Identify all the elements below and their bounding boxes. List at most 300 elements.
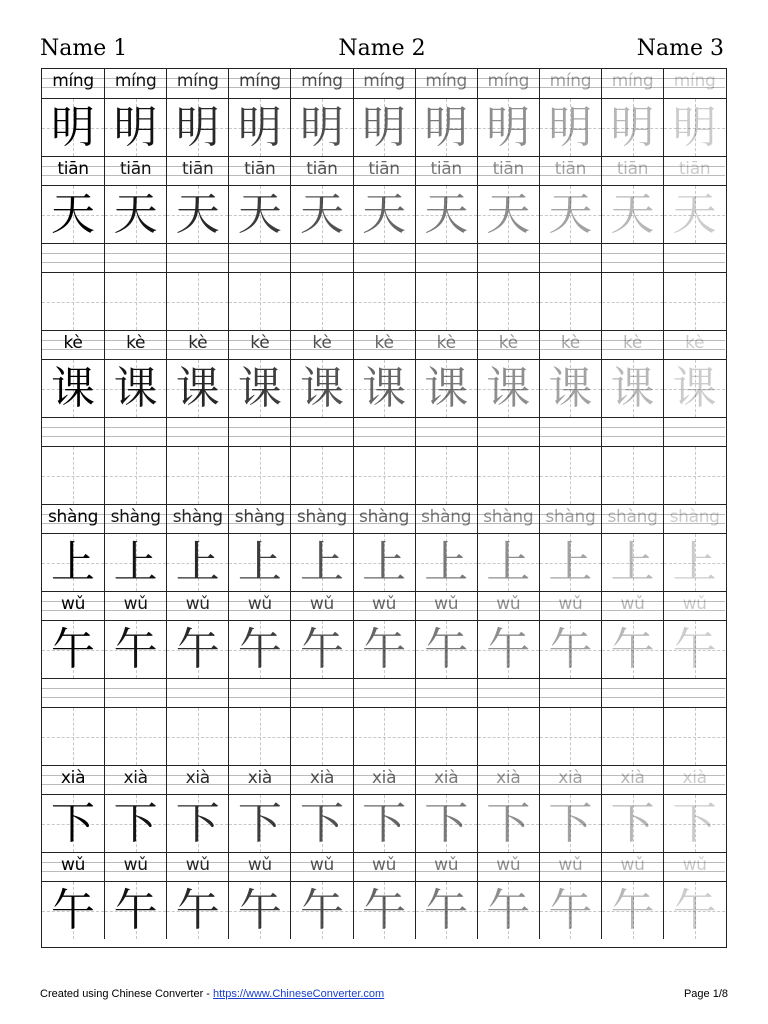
hanzi-row	[42, 185, 726, 243]
hanzi-cell	[663, 795, 725, 852]
hanzi-character: 上	[610, 536, 655, 588]
pinyin-text: kè	[188, 332, 208, 353]
hanzi-cell	[415, 621, 477, 678]
pinyin-text: xià	[60, 767, 86, 788]
pinyin-cell	[228, 766, 290, 794]
hanzi-cell	[539, 795, 601, 852]
hanzi-cell	[539, 360, 601, 417]
hanzi-cell	[477, 99, 539, 156]
pinyin-text: wǔ	[682, 593, 707, 614]
hanzi-row	[42, 533, 726, 591]
pinyin-cell	[415, 853, 477, 881]
hanzi-cell	[166, 882, 228, 939]
hanzi-cell	[353, 621, 415, 678]
hanzi-cell	[353, 534, 415, 591]
pinyin-cell	[228, 505, 290, 533]
hanzi-cell	[415, 360, 477, 417]
pinyin-cell	[166, 244, 228, 272]
hanzi-cell	[539, 882, 601, 939]
hanzi-cell	[477, 795, 539, 852]
pinyin-text: xià	[247, 767, 273, 788]
hanzi-character: 下	[424, 797, 469, 849]
hanzi-cell	[601, 360, 663, 417]
hanzi-character: 天	[299, 188, 344, 240]
pinyin-cell	[601, 244, 663, 272]
hanzi-character: 明	[299, 101, 344, 153]
hanzi-row	[42, 707, 726, 765]
pinyin-cell	[477, 331, 539, 359]
pinyin-cell	[166, 418, 228, 446]
pinyin-text: xià	[309, 767, 335, 788]
pinyin-cell	[601, 157, 663, 185]
hanzi-cell	[228, 795, 290, 852]
pinyin-cell	[353, 505, 415, 533]
hanzi-character: 课	[113, 362, 158, 414]
hanzi-character: 明	[362, 101, 407, 153]
hanzi-cell	[104, 447, 166, 504]
pinyin-text: wǔ	[61, 854, 86, 875]
hanzi-cell	[663, 534, 725, 591]
pinyin-text: xià	[434, 767, 459, 788]
hanzi-cell	[42, 447, 104, 504]
pinyin-cell	[290, 244, 352, 272]
pinyin-text: shàng	[110, 506, 161, 527]
hanzi-cell	[104, 795, 166, 852]
hanzi-character: 明	[175, 101, 220, 153]
hanzi-character: 课	[672, 362, 717, 414]
pinyin-cell	[104, 592, 166, 620]
pinyin-text: kè	[622, 332, 643, 353]
pinyin-text: tiān	[554, 158, 587, 179]
hanzi-character: 午	[610, 623, 655, 675]
name-2-label: Name 2	[338, 36, 426, 61]
hanzi-cell	[228, 99, 290, 156]
pinyin-cell	[353, 331, 415, 359]
pinyin-text: wǔ	[61, 593, 86, 614]
hanzi-cell	[353, 882, 415, 939]
pinyin-cell	[663, 592, 725, 620]
pinyin-text: wǔ	[558, 593, 583, 614]
pinyin-cell	[104, 418, 166, 446]
hanzi-cell	[290, 273, 352, 330]
hanzi-character: 上	[362, 536, 407, 588]
pinyin-cell	[663, 505, 725, 533]
hanzi-cell	[539, 534, 601, 591]
hanzi-cell	[539, 186, 601, 243]
pinyin-text: wǔ	[247, 854, 272, 875]
pinyin-cell	[663, 853, 725, 881]
pinyin-cell	[601, 853, 663, 881]
pinyin-row	[42, 417, 726, 446]
hanzi-cell	[104, 360, 166, 417]
pinyin-text: xià	[185, 767, 210, 788]
hanzi-character: 课	[362, 362, 407, 414]
pinyin-cell	[42, 157, 104, 185]
hanzi-cell	[42, 360, 104, 417]
hanzi-character: 上	[672, 536, 717, 588]
hanzi-cell	[477, 534, 539, 591]
hanzi-character: 午	[362, 884, 407, 936]
hanzi-cell	[353, 99, 415, 156]
hanzi-row	[42, 620, 726, 678]
pinyin-text: míng	[52, 71, 94, 91]
hanzi-cell	[601, 534, 663, 591]
hanzi-cell	[104, 621, 166, 678]
hanzi-character: 下	[113, 797, 158, 849]
hanzi-cell	[663, 708, 725, 765]
pinyin-cell	[601, 331, 663, 359]
pinyin-cell	[104, 505, 166, 533]
pinyin-text: míng	[425, 71, 468, 91]
hanzi-cell	[228, 708, 290, 765]
pinyin-cell	[663, 418, 725, 446]
pinyin-text: tiān	[244, 158, 276, 179]
hanzi-cell	[353, 186, 415, 243]
pinyin-cell	[415, 418, 477, 446]
hanzi-cell	[353, 795, 415, 852]
pinyin-cell	[415, 331, 477, 359]
pinyin-cell	[228, 69, 290, 98]
pinyin-cell	[353, 244, 415, 272]
pinyin-text: kè	[436, 332, 456, 353]
hanzi-character: 下	[548, 797, 593, 849]
hanzi-cell	[539, 708, 601, 765]
pinyin-text: tiān	[57, 158, 89, 179]
hanzi-character: 上	[424, 536, 469, 588]
pinyin-cell	[353, 679, 415, 707]
hanzi-row	[42, 794, 726, 852]
hanzi-cell	[228, 534, 290, 591]
pinyin-text: wǔ	[372, 593, 397, 614]
hanzi-cell	[601, 621, 663, 678]
pinyin-cell	[290, 505, 352, 533]
pinyin-row	[42, 243, 726, 272]
hanzi-character: 天	[51, 188, 96, 240]
pinyin-cell	[166, 69, 228, 98]
pinyin-cell	[353, 592, 415, 620]
hanzi-character: 明	[113, 101, 158, 153]
hanzi-character: 午	[548, 884, 593, 936]
hanzi-cell	[477, 882, 539, 939]
pinyin-text: kè	[685, 332, 705, 353]
pinyin-cell	[42, 69, 104, 98]
hanzi-character: 午	[113, 623, 158, 675]
hanzi-row	[42, 446, 726, 504]
hanzi-character: 课	[486, 362, 531, 414]
pinyin-row	[42, 156, 726, 185]
pinyin-cell	[228, 157, 290, 185]
hanzi-cell	[353, 273, 415, 330]
pinyin-cell	[228, 244, 290, 272]
pinyin-text: tiān	[616, 158, 649, 179]
hanzi-cell	[539, 99, 601, 156]
pinyin-cell	[539, 853, 601, 881]
pinyin-text: wǔ	[434, 854, 459, 875]
hanzi-cell	[228, 882, 290, 939]
hanzi-character: 明	[424, 101, 469, 153]
pinyin-cell	[539, 592, 601, 620]
pinyin-cell	[290, 69, 352, 98]
pinyin-text: xià	[620, 767, 645, 788]
hanzi-cell	[290, 186, 352, 243]
practice-grid	[41, 68, 727, 948]
hanzi-cell	[228, 360, 290, 417]
hanzi-cell	[477, 708, 539, 765]
hanzi-cell	[663, 621, 725, 678]
hanzi-cell	[415, 795, 477, 852]
pinyin-cell	[353, 853, 415, 881]
hanzi-character: 午	[486, 884, 531, 936]
name-1-label: Name 1	[40, 36, 128, 61]
pinyin-cell	[415, 69, 477, 98]
hanzi-character: 上	[237, 536, 282, 588]
hanzi-cell	[166, 186, 228, 243]
pinyin-cell	[539, 244, 601, 272]
pinyin-text: wǔ	[682, 854, 707, 875]
pinyin-cell	[539, 505, 601, 533]
hanzi-character: 天	[610, 188, 655, 240]
pinyin-text: tiān	[368, 158, 400, 179]
pinyin-cell	[42, 766, 104, 794]
hanzi-character: 天	[175, 188, 220, 240]
pinyin-cell	[601, 679, 663, 707]
pinyin-text: kè	[63, 332, 83, 353]
hanzi-cell	[42, 186, 104, 243]
hanzi-cell	[601, 99, 663, 156]
hanzi-cell	[601, 708, 663, 765]
pinyin-text: wǔ	[620, 593, 645, 614]
pinyin-cell	[104, 679, 166, 707]
hanzi-character: 明	[237, 101, 282, 153]
pinyin-cell	[42, 592, 104, 620]
hanzi-cell	[42, 795, 104, 852]
pinyin-cell	[290, 853, 352, 881]
pinyin-cell	[601, 505, 663, 533]
hanzi-cell	[663, 882, 725, 939]
hanzi-cell	[477, 273, 539, 330]
pinyin-text: tiān	[678, 158, 711, 179]
pinyin-text: wǔ	[496, 854, 521, 875]
hanzi-character: 午	[113, 884, 158, 936]
pinyin-row	[42, 330, 726, 359]
pinyin-text: xià	[123, 767, 148, 788]
pinyin-text: shàng	[47, 506, 99, 527]
pinyin-cell	[477, 679, 539, 707]
hanzi-cell	[663, 186, 725, 243]
pinyin-cell	[166, 766, 228, 794]
pinyin-text: wǔ	[496, 593, 521, 614]
pinyin-text: wǔ	[309, 854, 335, 875]
hanzi-character: 天	[362, 188, 407, 240]
pinyin-cell	[104, 853, 166, 881]
pinyin-cell	[539, 679, 601, 707]
hanzi-character: 上	[175, 536, 220, 588]
hanzi-character: 课	[237, 362, 282, 414]
hanzi-character: 明	[51, 101, 96, 153]
pinyin-text: míng	[363, 71, 405, 91]
pinyin-text: tiān	[492, 158, 524, 179]
pinyin-cell	[42, 418, 104, 446]
pinyin-cell	[477, 418, 539, 446]
pinyin-text: tiān	[182, 158, 214, 179]
hanzi-character: 午	[424, 623, 469, 675]
pinyin-text: shàng	[234, 506, 285, 527]
hanzi-character: 上	[299, 536, 344, 588]
hanzi-character: 下	[299, 797, 344, 849]
hanzi-character: 明	[486, 101, 531, 153]
footer-created-text: Created using Chinese Converter -	[40, 988, 214, 1000]
hanzi-cell	[166, 273, 228, 330]
pinyin-cell	[104, 766, 166, 794]
pinyin-text: wǔ	[123, 854, 148, 875]
pinyin-cell	[166, 592, 228, 620]
pinyin-cell	[42, 331, 104, 359]
pinyin-text: kè	[126, 332, 146, 353]
hanzi-cell	[104, 882, 166, 939]
pinyin-cell	[166, 505, 228, 533]
hanzi-character: 课	[299, 362, 344, 414]
pinyin-text: míng	[301, 71, 343, 91]
pinyin-cell	[104, 157, 166, 185]
pinyin-cell	[415, 679, 477, 707]
hanzi-character: 天	[113, 188, 158, 240]
pinyin-cell	[104, 244, 166, 272]
hanzi-row	[42, 272, 726, 330]
pinyin-cell	[477, 505, 539, 533]
pinyin-text: wǔ	[185, 854, 210, 875]
hanzi-cell	[290, 99, 352, 156]
pinyin-cell	[42, 679, 104, 707]
pinyin-text: xià	[682, 767, 707, 788]
pinyin-cell	[663, 244, 725, 272]
pinyin-cell	[601, 418, 663, 446]
hanzi-cell	[104, 708, 166, 765]
pinyin-text: wǔ	[123, 593, 148, 614]
pinyin-text: tiān	[306, 158, 338, 179]
hanzi-character: 课	[51, 362, 96, 414]
hanzi-character: 午	[362, 623, 407, 675]
page-number: Page 1/8	[683, 988, 728, 1000]
pinyin-cell	[663, 766, 725, 794]
pinyin-cell	[477, 69, 539, 98]
hanzi-cell	[415, 273, 477, 330]
hanzi-cell	[228, 447, 290, 504]
hanzi-cell	[228, 186, 290, 243]
hanzi-cell	[601, 447, 663, 504]
hanzi-cell	[42, 534, 104, 591]
pinyin-text: shàng	[421, 506, 472, 527]
pinyin-text: xià	[371, 767, 397, 788]
hanzi-cell	[166, 447, 228, 504]
hanzi-character: 明	[672, 101, 717, 153]
hanzi-cell	[539, 447, 601, 504]
hanzi-cell	[166, 534, 228, 591]
hanzi-cell	[228, 621, 290, 678]
hanzi-character: 午	[672, 623, 717, 675]
pinyin-text: wǔ	[185, 593, 210, 614]
pinyin-text: wǔ	[309, 593, 335, 614]
pinyin-cell	[477, 592, 539, 620]
hanzi-cell	[104, 273, 166, 330]
hanzi-character: 午	[237, 623, 282, 675]
pinyin-text: míng	[239, 71, 281, 91]
hanzi-cell	[42, 273, 104, 330]
pinyin-cell	[228, 592, 290, 620]
pinyin-text: kè	[250, 332, 270, 353]
pinyin-text: kè	[374, 332, 394, 353]
hanzi-cell	[353, 447, 415, 504]
hanzi-character: 午	[548, 623, 593, 675]
pinyin-text: shàng	[669, 506, 720, 527]
hanzi-cell	[353, 708, 415, 765]
hanzi-cell	[42, 621, 104, 678]
pinyin-text: kè	[312, 332, 332, 353]
pinyin-text: kè	[560, 332, 580, 353]
hanzi-character: 午	[299, 623, 344, 675]
hanzi-cell	[663, 447, 725, 504]
hanzi-character: 下	[237, 797, 282, 849]
hanzi-cell	[290, 534, 352, 591]
hanzi-cell	[663, 273, 725, 330]
converter-link[interactable]: https://www.ChineseConverter.com	[213, 988, 385, 1000]
hanzi-character: 下	[362, 797, 407, 849]
worksheet-header	[40, 36, 724, 68]
pinyin-cell	[166, 331, 228, 359]
pinyin-cell	[663, 679, 725, 707]
hanzi-character: 午	[175, 884, 220, 936]
pinyin-text: shàng	[545, 506, 596, 527]
pinyin-cell	[290, 679, 352, 707]
hanzi-cell	[415, 708, 477, 765]
name-3-label: Name 3	[636, 36, 724, 61]
pinyin-text: shàng	[172, 506, 223, 527]
hanzi-character: 午	[672, 884, 717, 936]
hanzi-character: 课	[548, 362, 593, 414]
pinyin-cell	[353, 157, 415, 185]
pinyin-cell	[415, 244, 477, 272]
pinyin-cell	[539, 331, 601, 359]
hanzi-character: 下	[51, 797, 96, 849]
pinyin-cell	[228, 418, 290, 446]
pinyin-cell	[353, 69, 415, 98]
hanzi-cell	[539, 621, 601, 678]
pinyin-cell	[42, 244, 104, 272]
pinyin-text: wǔ	[620, 854, 645, 875]
pinyin-text: xià	[496, 767, 521, 788]
pinyin-cell	[42, 853, 104, 881]
pinyin-row	[42, 504, 726, 533]
pinyin-row	[42, 69, 726, 98]
pinyin-cell	[415, 157, 477, 185]
hanzi-character: 天	[486, 188, 531, 240]
hanzi-cell	[477, 360, 539, 417]
hanzi-character: 课	[175, 362, 220, 414]
hanzi-character: 上	[486, 536, 531, 588]
hanzi-character: 下	[672, 797, 717, 849]
hanzi-cell	[415, 99, 477, 156]
hanzi-cell	[290, 360, 352, 417]
hanzi-cell	[539, 273, 601, 330]
hanzi-cell	[601, 186, 663, 243]
pinyin-cell	[415, 505, 477, 533]
pinyin-text: tiān	[430, 158, 462, 179]
pinyin-cell	[539, 418, 601, 446]
pinyin-cell	[290, 418, 352, 446]
pinyin-cell	[415, 592, 477, 620]
hanzi-row	[42, 881, 726, 939]
pinyin-cell	[477, 157, 539, 185]
pinyin-text: shàng	[483, 506, 534, 527]
